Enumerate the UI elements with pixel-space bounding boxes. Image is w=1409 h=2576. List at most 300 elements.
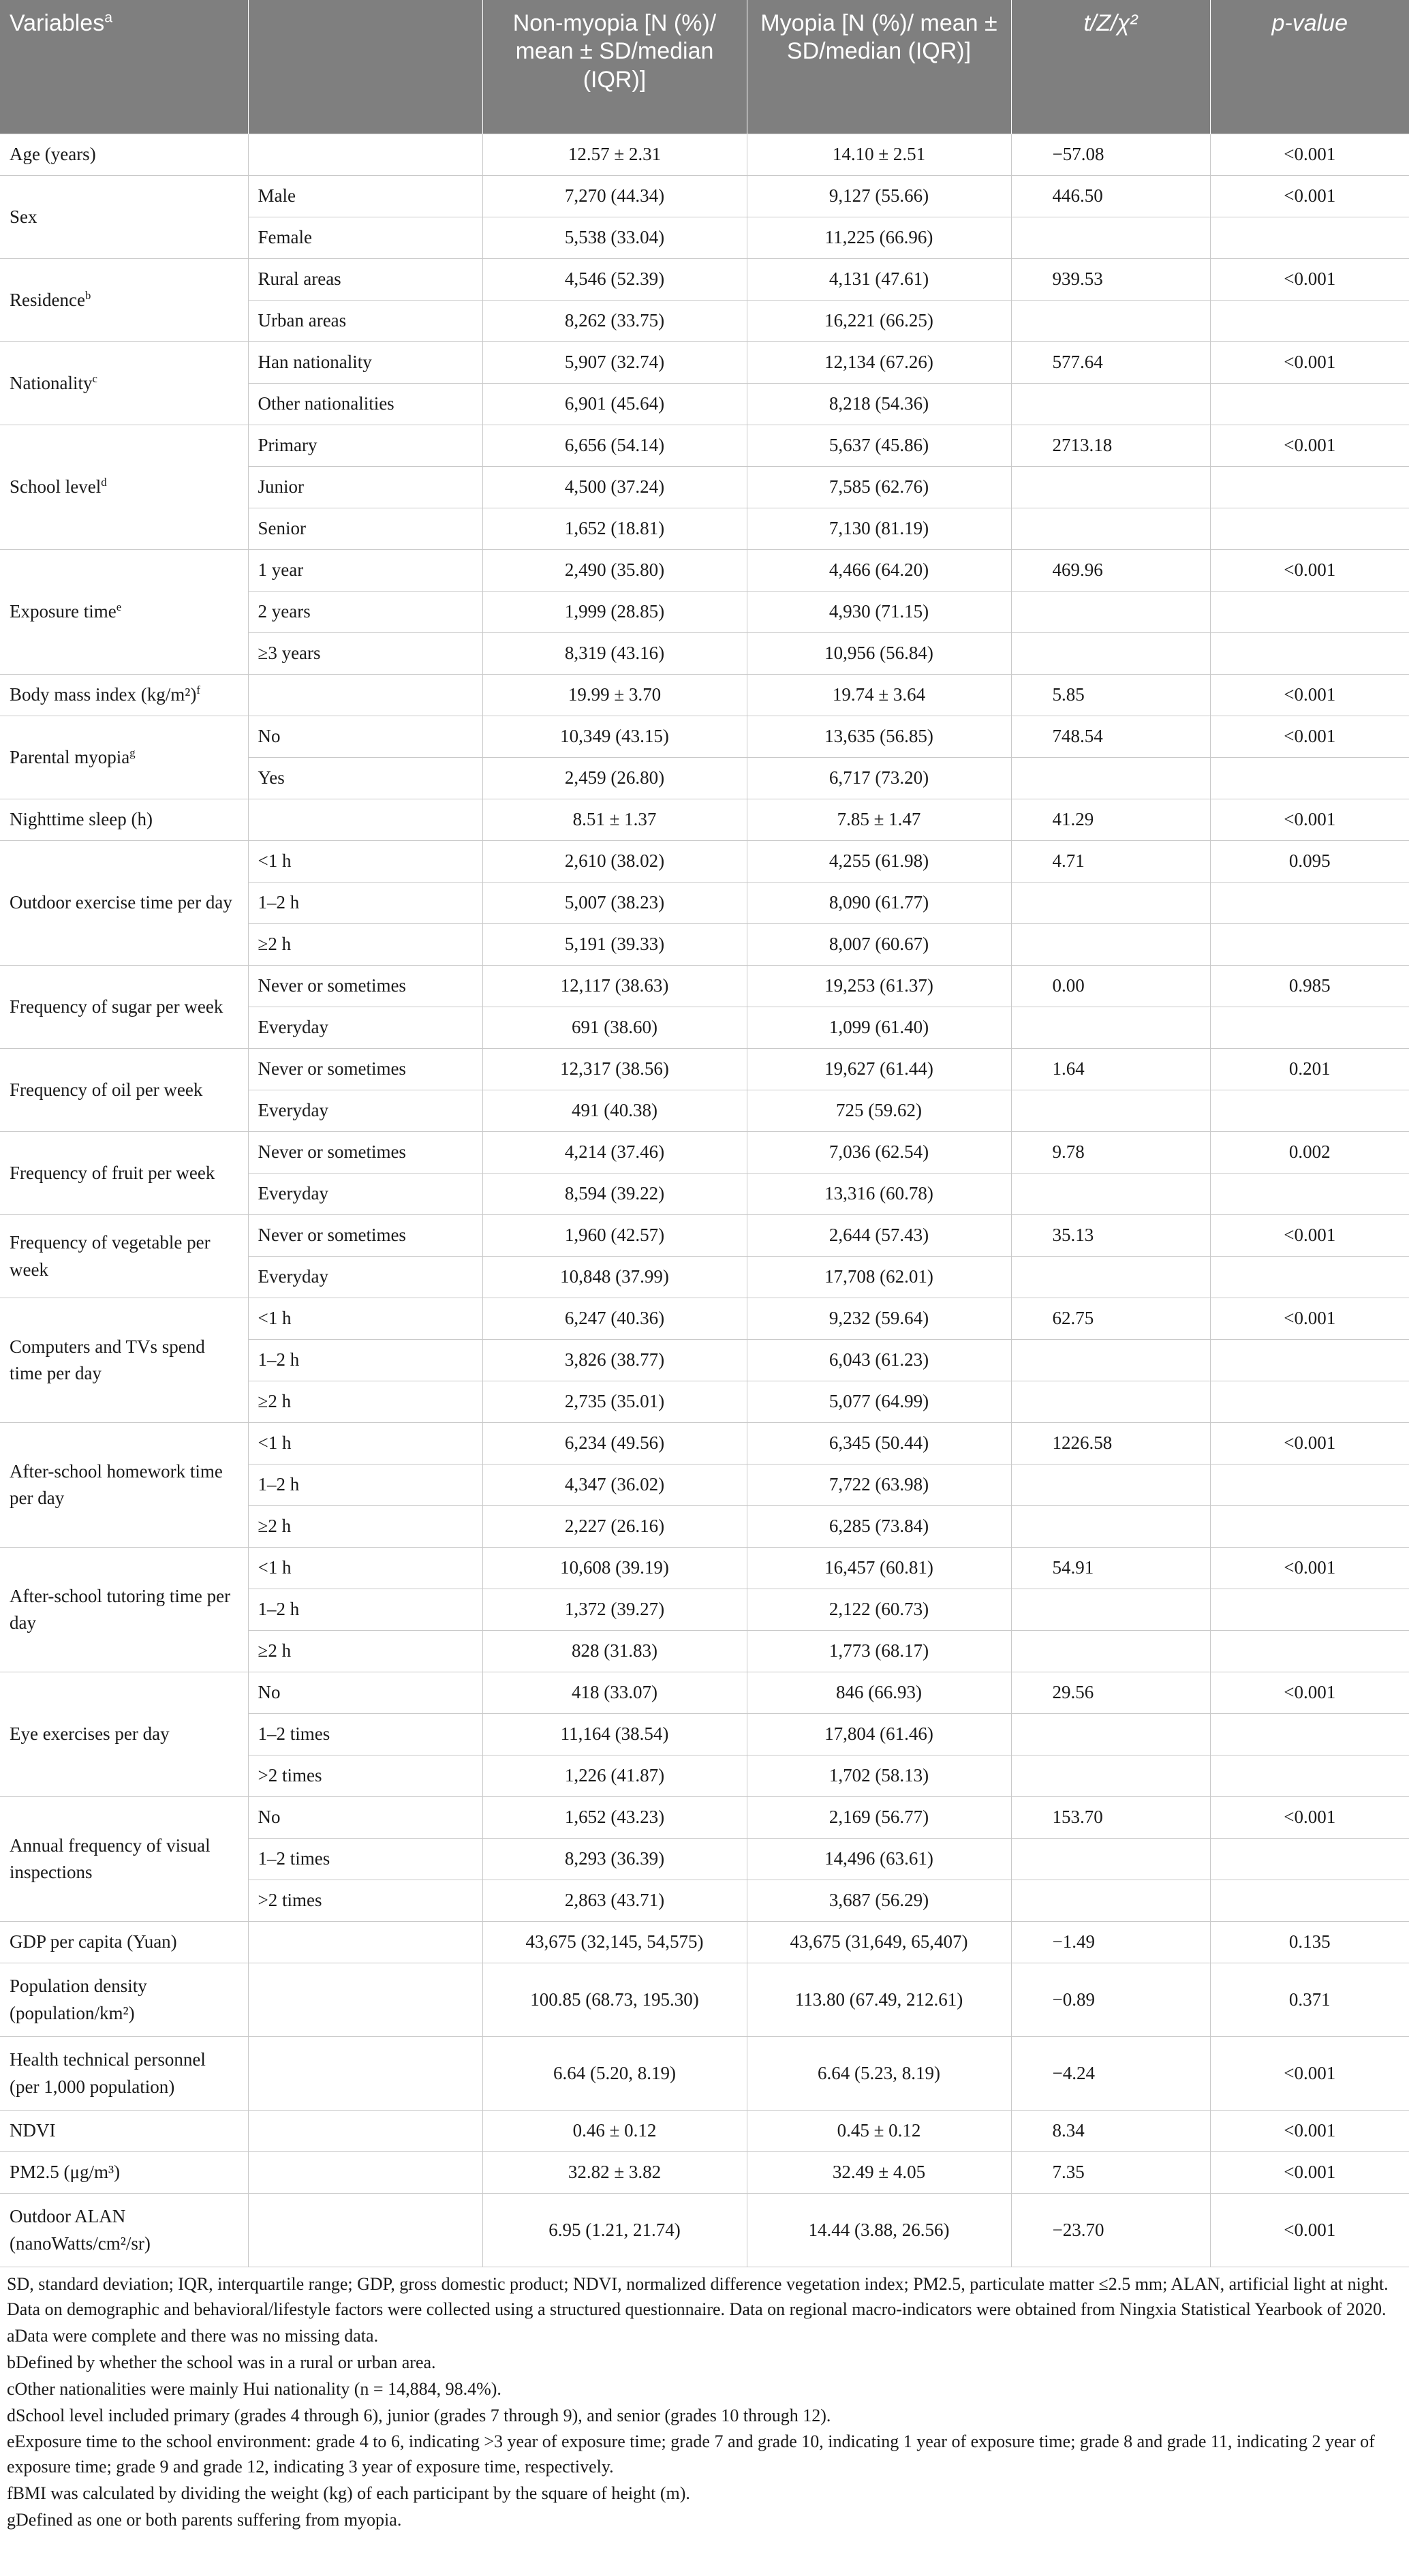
level-cell: Everyday	[248, 1257, 482, 1298]
footnote: SD, standard deviation; IQR, interquartile range; GDP, gross domestic product; NDVI, normalized difference vegetation index; PM2.5, particulate matter ≤2.5 mm; ALAN, artificial light at night. Data on demographic and behavioral/lifestyle factors were collected using a structured questionnaire. Data on regional macro-indicators were obtained from Ningxia Statistical Yearbook of 2020.	[7, 2274, 1389, 2319]
myopia-cell: 5,637 (45.86)	[747, 425, 1011, 467]
p-value-cell: <0.001	[1210, 799, 1409, 841]
level-cell	[248, 2037, 482, 2111]
level-cell: Han nationality	[248, 342, 482, 384]
table-row	[0, 675, 1409, 716]
variable-label: GDP per capita (Yuan)	[10, 1931, 177, 1952]
table-footnotes	[7, 2272, 1397, 2534]
level-cell: 1–2 h	[248, 1589, 482, 1631]
myopia-cell: 32.49 ± 4.05	[747, 2152, 1011, 2194]
non-myopia-cell: 2,490 (35.80)	[482, 550, 747, 592]
myopia-cell: 3,687 (56.29)	[747, 1880, 1011, 1922]
non-myopia-cell: 8,594 (39.22)	[482, 1174, 747, 1215]
level-cell: ≥2 h	[248, 1631, 482, 1672]
table-row	[0, 2152, 1409, 2194]
variable-label: Sex	[10, 206, 37, 227]
statistic-cell: 8.34	[1011, 2111, 1210, 2152]
variable-name	[0, 675, 248, 716]
non-myopia-cell: 5,007 (38.23)	[482, 883, 747, 924]
myopia-cell: 11,225 (66.96)	[747, 217, 1011, 259]
level-cell	[248, 2111, 482, 2152]
myopia-cell: 0.45 ± 0.12	[747, 2111, 1011, 2152]
non-myopia-cell: 6,247 (40.36)	[482, 1298, 747, 1340]
statistic-cell: 41.29	[1011, 799, 1210, 841]
level-cell: Senior	[248, 508, 482, 550]
statistic-cell: −1.49	[1011, 1922, 1210, 1963]
variable-name	[0, 1215, 248, 1298]
level-cell: 1–2 times	[248, 1839, 482, 1880]
statistic-cell	[1011, 1465, 1210, 1506]
myopia-cell: 7,130 (81.19)	[747, 508, 1011, 550]
myopia-cell: 2,122 (60.73)	[747, 1589, 1011, 1631]
table-row	[0, 134, 1409, 176]
statistic-cell	[1011, 1631, 1210, 1672]
table-row	[0, 550, 1409, 592]
statistic-cell: 9.78	[1011, 1132, 1210, 1174]
p-value-cell: 0.002	[1210, 1132, 1409, 1174]
footnote-marker: b	[84, 288, 91, 302]
non-myopia-cell: 1,960 (42.57)	[482, 1215, 747, 1257]
table-row	[0, 1672, 1409, 1714]
statistic-cell: 153.70	[1011, 1797, 1210, 1839]
p-value-cell	[1210, 1589, 1409, 1631]
variable-label: Health technical personnel (per 1,000 population)	[10, 2049, 206, 2097]
statistic-cell: 5.85	[1011, 675, 1210, 716]
variable-label: Computers and TVs spend time per day	[10, 1336, 205, 1383]
p-value-cell: <0.001	[1210, 425, 1409, 467]
variable-label: Population density (population/km²)	[10, 1976, 147, 2023]
myopia-cell: 5,077 (64.99)	[747, 1381, 1011, 1423]
myopia-cell: 17,708 (62.01)	[747, 1257, 1011, 1298]
myopia-cell: 6,345 (50.44)	[747, 1423, 1011, 1465]
myopia-cell: 4,466 (64.20)	[747, 550, 1011, 592]
non-myopia-cell: 12,317 (38.56)	[482, 1049, 747, 1090]
variable-name	[0, 841, 248, 966]
level-cell	[248, 675, 482, 716]
statistic-cell	[1011, 1174, 1210, 1215]
variable-label: School level	[10, 476, 102, 497]
non-myopia-cell: 6,901 (45.64)	[482, 384, 747, 425]
statistic-cell: 62.75	[1011, 1298, 1210, 1340]
footnote: cOther nationalities were mainly Hui nationality (n = 14,884, 98.4%).	[7, 2378, 501, 2399]
level-cell: ≥2 h	[248, 1506, 482, 1548]
level-cell: <1 h	[248, 841, 482, 883]
myopia-cell: 14.44 (3.88, 26.56)	[747, 2194, 1011, 2267]
myopia-cell: 13,635 (56.85)	[747, 716, 1011, 758]
statistic-cell	[1011, 1381, 1210, 1423]
statistic-cell	[1011, 384, 1210, 425]
level-cell: Urban areas	[248, 301, 482, 342]
myopia-cell: 6,285 (73.84)	[747, 1506, 1011, 1548]
statistic-cell: −57.08	[1011, 134, 1210, 176]
table-row	[0, 425, 1409, 467]
p-value-cell	[1210, 1007, 1409, 1049]
level-cell: No	[248, 1797, 482, 1839]
statistic-cell	[1011, 633, 1210, 675]
non-myopia-cell: 6.64 (5.20, 8.19)	[482, 2037, 747, 2111]
non-myopia-cell: 8,319 (43.16)	[482, 633, 747, 675]
table-row	[0, 176, 1409, 217]
myopia-cell: 4,930 (71.15)	[747, 592, 1011, 633]
table-row	[0, 799, 1409, 841]
level-cell	[248, 2152, 482, 2194]
level-cell: 1–2 times	[248, 1714, 482, 1755]
non-myopia-cell: 2,227 (26.16)	[482, 1506, 747, 1548]
variable-name	[0, 966, 248, 1049]
p-value-cell: <0.001	[1210, 134, 1409, 176]
p-value-cell: <0.001	[1210, 2152, 1409, 2194]
level-cell: <1 h	[248, 1298, 482, 1340]
p-value-cell	[1210, 217, 1409, 259]
variable-name	[0, 2037, 248, 2111]
variable-label: Eye exercises per day	[10, 1723, 170, 1745]
myopia-cell: 10,956 (56.84)	[747, 633, 1011, 675]
myopia-cell: 7,585 (62.76)	[747, 467, 1011, 508]
level-cell: Everyday	[248, 1090, 482, 1132]
statistic-cell: −0.89	[1011, 1963, 1210, 2037]
level-cell: Primary	[248, 425, 482, 467]
p-value-cell: <0.001	[1210, 1672, 1409, 1714]
p-value-cell: <0.001	[1210, 1548, 1409, 1589]
non-myopia-cell: 1,652 (43.23)	[482, 1797, 747, 1839]
footnote-marker: g	[129, 746, 136, 759]
non-myopia-cell: 3,826 (38.77)	[482, 1340, 747, 1381]
variable-label: Body mass index (kg/m²)	[10, 684, 197, 705]
myopia-cell: 2,644 (57.43)	[747, 1215, 1011, 1257]
myopia-cell: 14,496 (63.61)	[747, 1839, 1011, 1880]
level-cell: >2 times	[248, 1880, 482, 1922]
statistic-cell	[1011, 883, 1210, 924]
level-cell: Everyday	[248, 1174, 482, 1215]
myopia-cell: 846 (66.93)	[747, 1672, 1011, 1714]
statistic-cell	[1011, 924, 1210, 966]
non-myopia-cell: 10,848 (37.99)	[482, 1257, 747, 1298]
statistic-cell: 577.64	[1011, 342, 1210, 384]
p-value-cell	[1210, 467, 1409, 508]
non-myopia-cell: 11,164 (38.54)	[482, 1714, 747, 1755]
non-myopia-cell: 5,538 (33.04)	[482, 217, 747, 259]
statistic-cell	[1011, 1714, 1210, 1755]
variable-name	[0, 1963, 248, 2037]
statistic-cell: 4.71	[1011, 841, 1210, 883]
header-levels	[248, 0, 482, 134]
statistic-cell: −4.24	[1011, 2037, 1210, 2111]
variable-name	[0, 342, 248, 425]
myopia-cell: 1,099 (61.40)	[747, 1007, 1011, 1049]
table-row	[0, 2194, 1409, 2267]
non-myopia-cell: 1,372 (39.27)	[482, 1589, 747, 1631]
level-cell	[248, 2194, 482, 2267]
p-value-cell: <0.001	[1210, 550, 1409, 592]
variable-label: Outdoor exercise time per day	[10, 892, 232, 913]
variable-name	[0, 2194, 248, 2267]
variable-name	[0, 1049, 248, 1132]
non-myopia-cell: 0.46 ± 0.12	[482, 2111, 747, 2152]
header-statistic: t/Z/χ²	[1011, 0, 1210, 134]
myopia-cell: 13,316 (60.78)	[747, 1174, 1011, 1215]
p-value-cell	[1210, 1839, 1409, 1880]
statistic-cell	[1011, 1340, 1210, 1381]
p-value-cell: <0.001	[1210, 1423, 1409, 1465]
p-value-cell	[1210, 1174, 1409, 1215]
variable-label: Exposure time	[10, 601, 117, 622]
variable-label: Outdoor ALAN (nanoWatts/cm²/sr)	[10, 2206, 151, 2254]
level-cell: Male	[248, 176, 482, 217]
variable-name	[0, 1548, 248, 1672]
statistic-cell: 446.50	[1011, 176, 1210, 217]
non-myopia-cell: 2,735 (35.01)	[482, 1381, 747, 1423]
statistic-cell: 1226.58	[1011, 1423, 1210, 1465]
level-cell: Female	[248, 217, 482, 259]
statistic-cell	[1011, 217, 1210, 259]
header-non-myopia: Non-myopia [N (%)/ mean ± SD/median (IQR)]	[482, 0, 747, 134]
variable-label: NDVI	[10, 2120, 56, 2141]
variable-label: Parental myopia	[10, 746, 130, 767]
statistic-cell: 35.13	[1011, 1215, 1210, 1257]
variable-name	[0, 1132, 248, 1215]
myopia-cell: 9,127 (55.66)	[747, 176, 1011, 217]
non-myopia-cell: 6,234 (49.56)	[482, 1423, 747, 1465]
p-value-cell	[1210, 758, 1409, 799]
footnote-marker: f	[196, 684, 200, 697]
non-myopia-cell: 491 (40.38)	[482, 1090, 747, 1132]
table-row	[0, 966, 1409, 1007]
non-myopia-cell: 32.82 ± 3.82	[482, 2152, 747, 2194]
header-variables: Variables$^a$	[0, 0, 248, 134]
p-value-cell	[1210, 924, 1409, 966]
p-value-cell: <0.001	[1210, 2037, 1409, 2111]
statistic-cell: 7.35	[1011, 2152, 1210, 2194]
level-cell: No	[248, 1672, 482, 1714]
level-cell: Rural areas	[248, 259, 482, 301]
non-myopia-cell: 1,652 (18.81)	[482, 508, 747, 550]
variable-name	[0, 550, 248, 675]
non-myopia-cell: 418 (33.07)	[482, 1672, 747, 1714]
level-cell: >2 times	[248, 1755, 482, 1797]
level-cell	[248, 1922, 482, 1963]
statistic-cell	[1011, 1839, 1210, 1880]
statistic-cell: 1.64	[1011, 1049, 1210, 1090]
non-myopia-cell: 4,347 (36.02)	[482, 1465, 747, 1506]
statistic-cell: 29.56	[1011, 1672, 1210, 1714]
p-value-cell	[1210, 592, 1409, 633]
level-cell	[248, 799, 482, 841]
myopia-cell: 8,007 (60.67)	[747, 924, 1011, 966]
level-cell: ≥2 h	[248, 1381, 482, 1423]
non-myopia-cell: 8.51 ± 1.37	[482, 799, 747, 841]
statistic-cell: 0.00	[1011, 966, 1210, 1007]
level-cell: Yes	[248, 758, 482, 799]
table-row	[0, 1215, 1409, 1257]
statistic-cell: −23.70	[1011, 2194, 1210, 2267]
level-cell: <1 h	[248, 1548, 482, 1589]
variable-label: Frequency of oil per week	[10, 1079, 203, 1100]
non-myopia-cell: 8,293 (36.39)	[482, 1839, 747, 1880]
footnote: aData were complete and there was no missing data.	[7, 2325, 379, 2346]
non-myopia-cell: 8,262 (33.75)	[482, 301, 747, 342]
non-myopia-cell: 1,226 (41.87)	[482, 1755, 747, 1797]
level-cell: Never or sometimes	[248, 1132, 482, 1174]
variable-label: After-school tutoring time per day	[10, 1585, 231, 1633]
footnote: gDefined as one or both parents suffering from myopia.	[7, 2510, 402, 2530]
level-cell: ≥2 h	[248, 924, 482, 966]
p-value-cell	[1210, 1381, 1409, 1423]
table-row	[0, 841, 1409, 883]
myopia-cell: 43,675 (31,649, 65,407)	[747, 1922, 1011, 1963]
p-value-cell	[1210, 301, 1409, 342]
myopia-cell: 16,457 (60.81)	[747, 1548, 1011, 1589]
statistic-cell	[1011, 1880, 1210, 1922]
table-row	[0, 342, 1409, 384]
p-value-cell: <0.001	[1210, 675, 1409, 716]
table-row	[0, 1922, 1409, 1963]
footnote-marker: e	[116, 600, 122, 614]
statistic-cell: 469.96	[1011, 550, 1210, 592]
variable-label: After-school homework time per day	[10, 1460, 223, 1508]
myopia-cell: 19.74 ± 3.64	[747, 675, 1011, 716]
non-myopia-cell: 7,270 (44.34)	[482, 176, 747, 217]
statistic-cell: 54.91	[1011, 1548, 1210, 1589]
table-row	[0, 1423, 1409, 1465]
footnote-marker: d	[101, 476, 107, 489]
statistic-cell: 2713.18	[1011, 425, 1210, 467]
statistic-cell	[1011, 1007, 1210, 1049]
variable-label: Frequency of fruit per week	[10, 1162, 215, 1183]
p-value-cell	[1210, 1880, 1409, 1922]
variable-label: Residence	[10, 289, 85, 310]
variable-name	[0, 259, 248, 342]
non-myopia-cell: 10,349 (43.15)	[482, 716, 747, 758]
p-value-cell	[1210, 1257, 1409, 1298]
variable-name	[0, 1672, 248, 1797]
statistic-cell	[1011, 467, 1210, 508]
p-value-cell: 0.985	[1210, 966, 1409, 1007]
variable-name	[0, 425, 248, 550]
variable-label: Frequency of vegetable per week	[10, 1232, 211, 1280]
p-value-cell: 0.371	[1210, 1963, 1409, 2037]
p-value-cell	[1210, 1631, 1409, 1672]
p-value-cell	[1210, 384, 1409, 425]
table-row	[0, 1132, 1409, 1174]
myopia-cell: 6,717 (73.20)	[747, 758, 1011, 799]
table-row	[0, 2111, 1409, 2152]
level-cell: 1–2 h	[248, 1465, 482, 1506]
level-cell: 2 years	[248, 592, 482, 633]
non-myopia-cell: 691 (38.60)	[482, 1007, 747, 1049]
non-myopia-cell: 12,117 (38.63)	[482, 966, 747, 1007]
p-value-cell: <0.001	[1210, 176, 1409, 217]
p-value-cell	[1210, 633, 1409, 675]
variable-name	[0, 134, 248, 176]
p-value-cell	[1210, 1465, 1409, 1506]
myopia-cell: 7,722 (63.98)	[747, 1465, 1011, 1506]
level-cell: 1–2 h	[248, 883, 482, 924]
level-cell: Everyday	[248, 1007, 482, 1049]
non-myopia-cell: 2,863 (43.71)	[482, 1880, 747, 1922]
variable-label: Frequency of sugar per week	[10, 996, 223, 1017]
p-value-cell	[1210, 508, 1409, 550]
statistic-cell	[1011, 592, 1210, 633]
level-cell	[248, 1963, 482, 2037]
statistic-cell	[1011, 1090, 1210, 1132]
p-value-cell	[1210, 883, 1409, 924]
level-cell: 1 year	[248, 550, 482, 592]
header-p-value: p-value	[1210, 0, 1409, 134]
variable-name	[0, 716, 248, 799]
variable-name	[0, 1423, 248, 1548]
variable-label: Nationality	[10, 372, 93, 393]
statistic-cell: 939.53	[1011, 259, 1210, 301]
non-myopia-cell: 1,999 (28.85)	[482, 592, 747, 633]
non-myopia-cell: 4,214 (37.46)	[482, 1132, 747, 1174]
variable-name	[0, 1298, 248, 1423]
p-value-cell	[1210, 1090, 1409, 1132]
myopia-cell: 9,232 (59.64)	[747, 1298, 1011, 1340]
footnote: fBMI was calculated by dividing the weight (kg) of each participant by the square of height (m).	[7, 2483, 690, 2504]
p-value-cell: <0.001	[1210, 259, 1409, 301]
p-value-cell: <0.001	[1210, 342, 1409, 384]
p-value-cell: <0.001	[1210, 2194, 1409, 2267]
variable-name	[0, 176, 248, 259]
p-value-cell: <0.001	[1210, 716, 1409, 758]
non-myopia-cell: 2,610 (38.02)	[482, 841, 747, 883]
statistic-cell	[1011, 1755, 1210, 1797]
variable-name	[0, 1922, 248, 1963]
statistic-cell	[1011, 1257, 1210, 1298]
statistic-cell: 748.54	[1011, 716, 1210, 758]
non-myopia-cell: 828 (31.83)	[482, 1631, 747, 1672]
myopia-cell: 19,627 (61.44)	[747, 1049, 1011, 1090]
variable-label: Age (years)	[10, 144, 96, 165]
myopia-cell: 7,036 (62.54)	[747, 1132, 1011, 1174]
non-myopia-cell: 4,546 (52.39)	[482, 259, 747, 301]
footnote: bDefined by whether the school was in a rural or urban area.	[7, 2352, 436, 2372]
myopia-cell: 8,218 (54.36)	[747, 384, 1011, 425]
header-row	[0, 0, 1409, 134]
myopia-cell: 1,702 (58.13)	[747, 1755, 1011, 1797]
table-row	[0, 1797, 1409, 1839]
header-myopia: Myopia [N (%)/ mean ± SD/median (IQR)]	[747, 0, 1011, 134]
p-value-cell	[1210, 1340, 1409, 1381]
p-value-cell: 0.095	[1210, 841, 1409, 883]
footnote: eExposure time to the school environment: grade 4 to 6, indicating >3 year of exposure time; grade 7 and grade 10, indicating 1 year of exposure time; grade 8 and grade 11, indicating 2 year of exposure time; grade 9 and grade 12, indicating 3 year of exposure time, respectively.	[7, 2432, 1375, 2477]
non-myopia-cell: 5,907 (32.74)	[482, 342, 747, 384]
footnote-marker: c	[92, 371, 97, 385]
variable-label: Annual frequency of visual inspections	[10, 1835, 211, 1882]
non-myopia-cell: 19.99 ± 3.70	[482, 675, 747, 716]
statistic-cell	[1011, 508, 1210, 550]
myopia-cell: 1,773 (68.17)	[747, 1631, 1011, 1672]
myopia-cell: 17,804 (61.46)	[747, 1714, 1011, 1755]
level-cell: Never or sometimes	[248, 1215, 482, 1257]
p-value-cell	[1210, 1506, 1409, 1548]
non-myopia-cell: 6,656 (54.14)	[482, 425, 747, 467]
variable-name	[0, 2152, 248, 2194]
myopia-cell: 16,221 (66.25)	[747, 301, 1011, 342]
level-cell: Never or sometimes	[248, 966, 482, 1007]
table-row	[0, 2037, 1409, 2111]
p-value-cell: <0.001	[1210, 2111, 1409, 2152]
p-value-cell: <0.001	[1210, 1797, 1409, 1839]
statistic-cell	[1011, 758, 1210, 799]
non-myopia-cell: 43,675 (32,145, 54,575)	[482, 1922, 747, 1963]
variable-label: Nighttime sleep (h)	[10, 809, 153, 830]
table-row	[0, 1548, 1409, 1589]
myopia-cell: 6.64 (5.23, 8.19)	[747, 2037, 1011, 2111]
level-cell: <1 h	[248, 1423, 482, 1465]
non-myopia-cell: 10,608 (39.19)	[482, 1548, 747, 1589]
level-cell: Never or sometimes	[248, 1049, 482, 1090]
